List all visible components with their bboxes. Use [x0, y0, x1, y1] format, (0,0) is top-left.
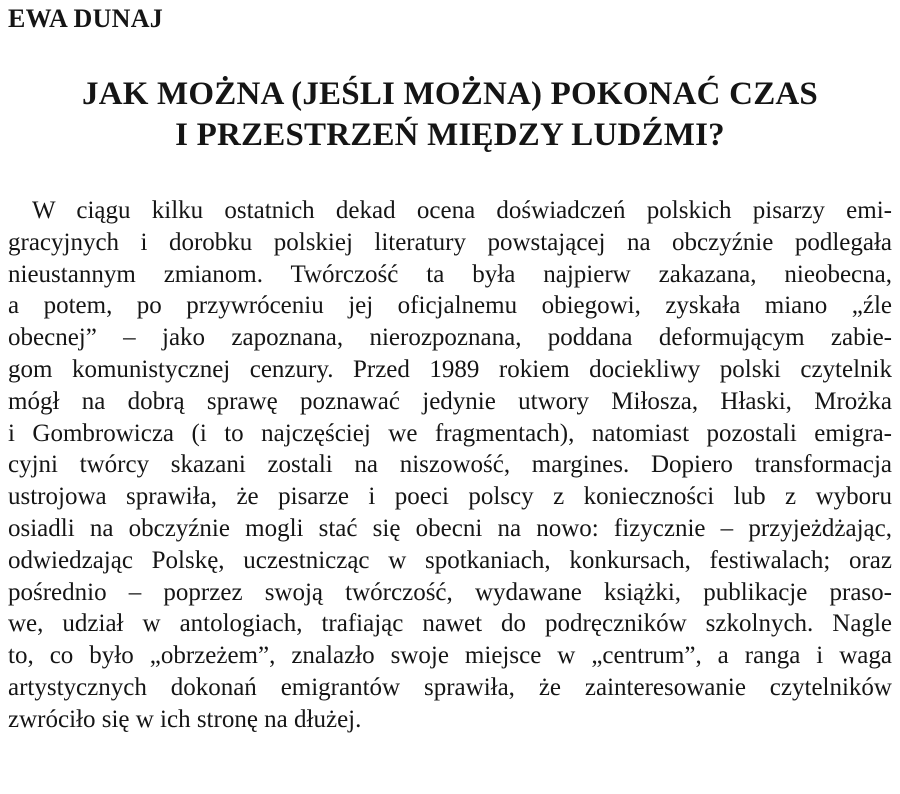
title-line: I PRZESTRZEŃ MIĘDZY LUDŹMI?: [175, 117, 725, 153]
paragraph-line: we, udział w antologiach, trafiając nawet do podręczników szkolnych. Nagle: [8, 610, 892, 638]
paragraph-line: i Gombrowicza (i to najczęściej we fragmentach), natomiast pozostali emigra-: [8, 419, 892, 447]
article-title: [0, 74, 900, 156]
paragraph-line: ustrojowa sprawiła, że pisarze i poeci polscy z konieczności lub z wyboru: [8, 483, 892, 511]
paragraph-line: nieustannym zmianom. Twórczość ta była najpierw zakazana, nieobecna,: [8, 260, 892, 288]
paragraph-line: a potem, po przywróceniu jej oficjalnemu obiegowi, zyskała miano „źle: [8, 292, 892, 320]
paragraph-line: obecnej” – jako zapoznana, nierozpoznana, poddana deformującym zabie-: [8, 324, 892, 352]
paragraph-line: to, co było „obrzeżem”, znalazło swoje miejsce w „centrum”, a ranga i waga: [8, 642, 892, 670]
title-line: JAK MOŻNA (JEŚLI MOŻNA) POKONAĆ CZAS: [82, 76, 818, 112]
paragraph-line: gom komunistycznej cenzury. Przed 1989 rokiem dociekliwy polski czytelnik: [8, 355, 892, 383]
body-paragraph: [8, 195, 892, 736]
author-name: EWA DUNAJ: [8, 4, 164, 33]
paragraph-line: odwiedzając Polskę, uczestnicząc w spotkaniach, konkursach, festiwalach; oraz: [8, 546, 892, 574]
paragraph-line: gracyjnych i dorobku polskiej literatury powstającej na obczyźnie podlegała: [8, 228, 892, 256]
paragraph-line: osiadli na obczyźnie mogli stać się obecni na nowo: fizycznie – przyjeżdżając,: [8, 514, 892, 542]
paragraph-line: W ciągu kilku ostatnich dekad ocena doświadczeń polskich pisarzy emi-: [32, 197, 892, 224]
paragraph-line: pośrednio – poprzez swoją twórczość, wydawane książki, publikacje praso-: [8, 578, 892, 606]
paragraph-line: zwróciło się w ich stronę na dłużej.: [8, 705, 362, 733]
paragraph-line: mógł na dobrą sprawę poznawać jedynie utwory Miłosza, Hłaski, Mrożka: [8, 387, 892, 415]
paragraph-line: artystycznych dokonań emigrantów sprawiła, że zainteresowanie czytelników: [8, 673, 892, 701]
paragraph-line: cyjni twórcy skazani zostali na niszowość, margines. Dopiero transformacja: [8, 451, 892, 479]
